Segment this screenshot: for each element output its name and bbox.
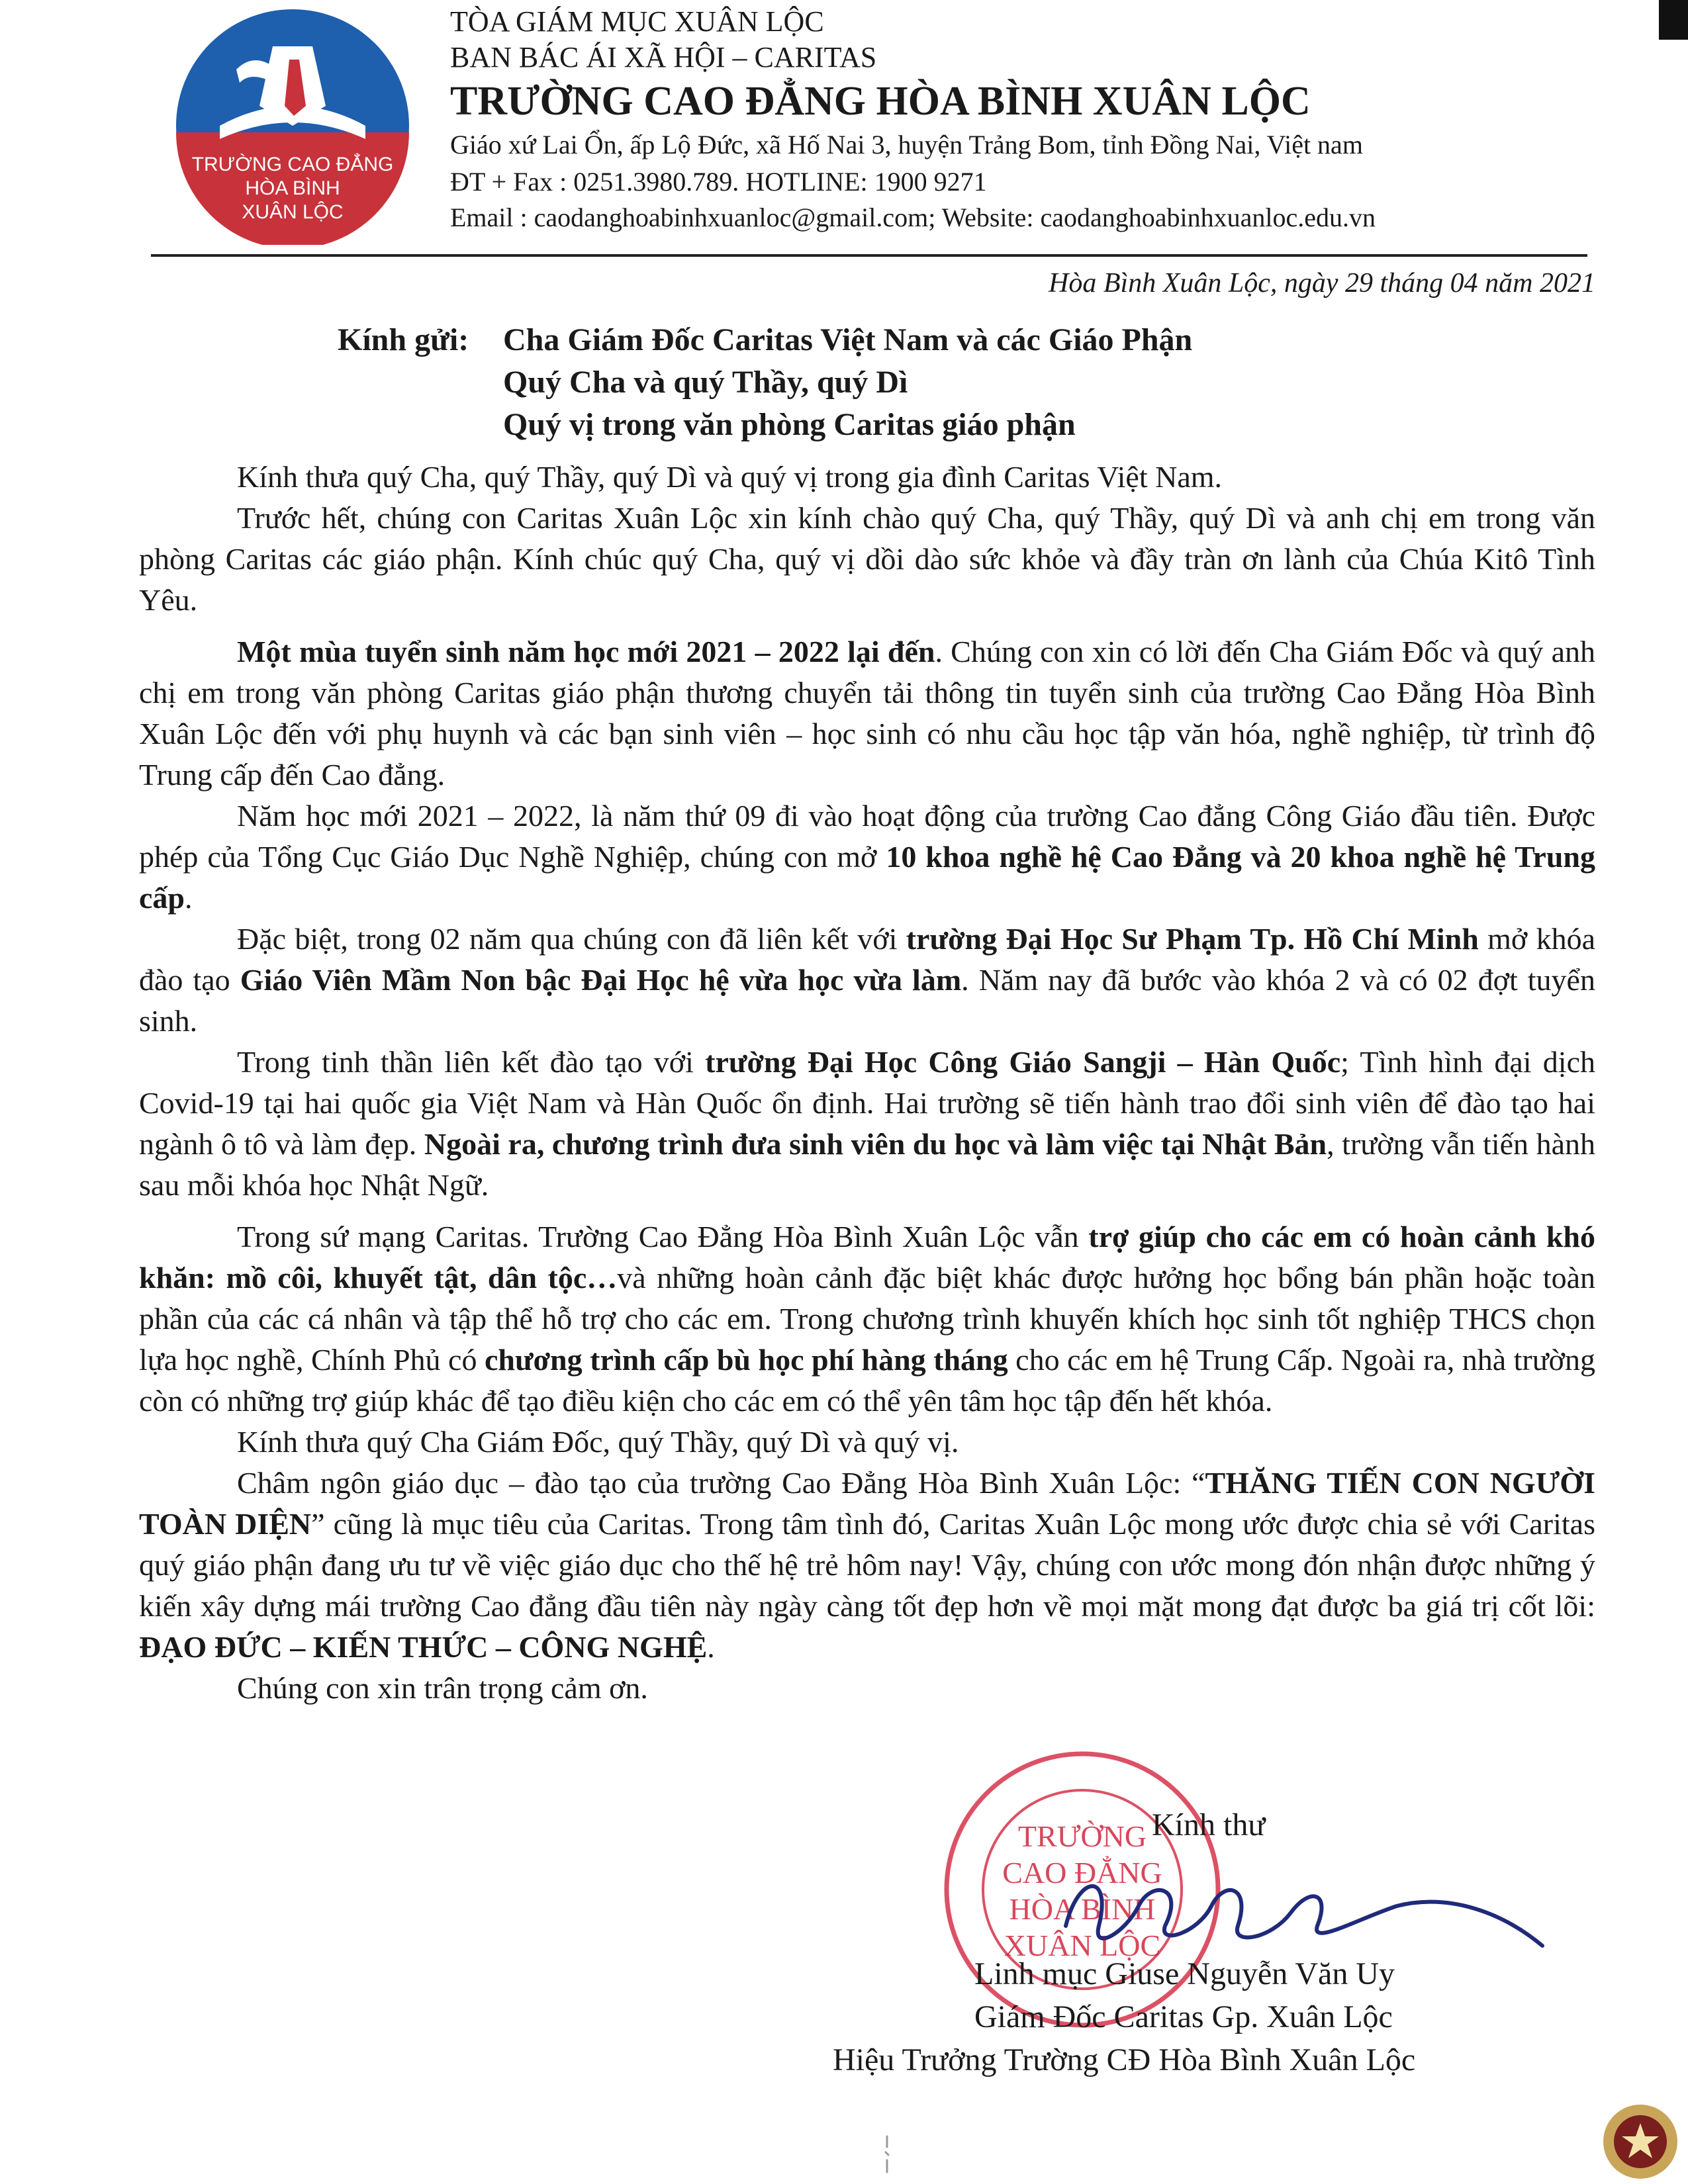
paragraph-intro: Trước hết, chúng con Caritas Xuân Lộc xin kính chào quý Cha, quý Thầy, quý Dì và anh chị em trong văn phòng Caritas các giáo phận. Kính chúc quý Cha, quý vị dồi dào sức khỏe và đầy tràn ơn lành của Chúa Kitô Tình Yêu.	[139, 501, 1595, 617]
recipients-block	[338, 319, 1192, 446]
recipient-line-1: Cha Giám Đốc Caritas Việt Nam và các Giáo Phận	[503, 322, 1193, 357]
recipient-line-2: Quý Cha và quý Thầy, quý Dì	[503, 365, 908, 400]
scan-corner-mark	[1659, 0, 1688, 40]
letter-date: Hòa Bình Xuân Lộc, ngày 29 tháng 04 năm 2021	[1049, 268, 1595, 298]
signer-role-principal: Hiệu Trưởng Trường CĐ Hòa Bình Xuân Lộc	[833, 2042, 1416, 2077]
header-divider	[151, 254, 1587, 257]
logo-text-line2: HÒA BÌNH	[245, 177, 340, 199]
stamp-text-line4: XUÂN LỘC	[1004, 1929, 1161, 1962]
logo-text-line1: TRƯỜNG CAO ĐẲNG	[191, 154, 394, 175]
diocese-seal-icon	[1601, 2102, 1680, 2181]
school-phone: ĐT + Fax : 0251.3980.789. HOTLINE: 1900 9271	[450, 167, 987, 197]
school-address: Giáo xứ Lai Ổn, ấp Lộ Đức, xã Hố Nai 3, huyện Trảng Bom, tỉnh Đồng Nai, Việt nam	[450, 130, 1363, 159]
paragraph-motto: Châm ngôn giáo dục – đào tạo của trường Cao Đẳng Hòa Bình Xuân Lộc: “THĂNG TIẾN CON NGƯỜI TOÀN DIỆN” cũng là mục tiêu của Caritas. Trong tâm tình đó, Caritas Xuân Lộc mong ước được chia sẻ với Caritas quý giáo phận đang ưu tư về việc giáo dục cho thế hệ trẻ hôm nay! Vậy, chúng con ước mong đón nhận được những ý kiến xây dựng mái trường Cao đẳng đầu tiên này ngày càng tốt đẹp hơn về mọi mặt mong đạt được ba giá trị cốt lõi: ĐẠO ĐỨC – KIẾN THỨC – CÔNG NGHỆ.	[139, 1466, 1595, 1664]
stamp-text-line3: HÒA BÌNH	[1009, 1892, 1156, 1926]
stamp-text-line1: TRƯỜNG	[1017, 1819, 1147, 1853]
letter-body	[139, 457, 1595, 1709]
school-logo	[173, 7, 412, 245]
paragraph-partnership: Đặc biệt, trong 02 năm qua chúng con đã liên kết với trường Đại Học Sư Phạm Tp. Hồ Chí Minh mở khóa đào tạo Giáo Viên Mầm Non bậc Đại Học hệ vừa học vừa làm. Năm nay đã bước vào khóa 2 và có 02 đợt tuyển sinh.	[139, 922, 1595, 1038]
closing-greeting: Kính thư	[1152, 1807, 1266, 1843]
paragraph-thanks: Chúng con xin trân trọng cảm ơn.	[237, 1671, 648, 1705]
diocese-name: TÒA GIÁM MỤC XUÂN LỘC	[450, 5, 824, 38]
paragraph-greeting: Kính thưa quý Cha, quý Thầy, quý Dì và quý vị trong gia đình Caritas Việt Nam.	[237, 460, 1223, 494]
recipient-line-3: Quý vị trong văn phòng Caritas giáo phận	[503, 407, 1076, 442]
paragraph-programs: Năm học mới 2021 – 2022, là năm thứ 09 đi vào hoạt động của trường Cao đẳng Công Giáo đầu tiên. Được phép của Tổng Cục Giáo Dục Nghề Nghiệp, chúng con mở 10 khoa nghề hệ Cao Đẳng và 20 khoa nghề hệ Trung cấp.	[139, 799, 1595, 915]
school-name: TRƯỜNG CAO ĐẲNG HÒA BÌNH XUÂN LỘC	[450, 79, 1311, 124]
logo-text-line3: XUÂN LỘC	[242, 201, 344, 223]
paragraph-address: Kính thưa quý Cha Giám Đốc, quý Thầy, quý Dì và quý vị.	[237, 1425, 959, 1459]
paragraph-international: Trong tinh thần liên kết đào tạo với trường Đại Học Công Giáo Sangji – Hàn Quốc; Tình hình đại dịch Covid-19 tại hai quốc gia Việt Nam và Hàn Quốc ổn định. Hai trường sẽ tiến hành trao đổi sinh viên để đào tạo hai ngành ô tô và làm đẹp. Ngoài ra, chương trình đưa sinh viên du học và làm việc tại Nhật Bản, trường vẫn tiến hành sau mỗi khóa học Nhật Ngữ.	[139, 1045, 1596, 1202]
handwritten-signature	[1053, 1846, 1556, 1972]
paragraph-enrollment: Một mùa tuyển sinh năm học mới 2021 – 2022 lại đến. Chúng con xin có lời đến Cha Giám Đốc và quý anh chị em trong văn phòng Caritas giáo phận thương chuyển tải thông tin tuyển sinh của trường Cao Đẳng Hòa Bình Xuân Lộc đến với phụ huynh và các bạn sinh viên – học sinh có nhu cầu học tập văn hóa, nghề nghiệp, từ trình độ Trung cấp đến Cao đẳng.	[139, 635, 1595, 792]
school-contact: Email : caodanghoabinhxuanloc@gmail.com; Website: caodanghoabinhxuanloc.edu.vn	[450, 203, 1376, 232]
stamp-text-line2: CAO ĐẲNG	[1002, 1856, 1162, 1889]
signer-name: Linh mục Giuse Nguyễn Văn Uy	[974, 1956, 1395, 1991]
recipients-label: Kính gửi:	[338, 322, 469, 357]
paragraph-mission: Trong sứ mạng Caritas. Trường Cao Đẳng Hòa Bình Xuân Lộc vẫn trợ giúp cho các em có hoàn cảnh khó khăn: mồ côi, khuyết tật, dân tộc…và những hoàn cảnh đặc biệt khác được hưởng học bổng bán phần hoặc toàn phần của các cá nhân và tập thể hỗ trợ cho các em. Trong chương trình khuyến khích học sinh tốt nghiệp THCS chọn lựa học nghề, Chính Phủ có chương trình cấp bù học phí hàng tháng cho các em hệ Trung Cấp. Ngoài ra, nhà trường còn có những trợ giúp khác để tạo điều kiện cho các em có thể yên tâm học tập đến hết khóa.	[139, 1220, 1596, 1418]
department-name: BAN BÁC ÁI XÃ HỘI – CARITAS	[450, 41, 877, 73]
scan-artifact	[880, 2135, 894, 2175]
signer-role-caritas: Giám Đốc Caritas Gp. Xuân Lộc	[974, 1999, 1393, 2034]
